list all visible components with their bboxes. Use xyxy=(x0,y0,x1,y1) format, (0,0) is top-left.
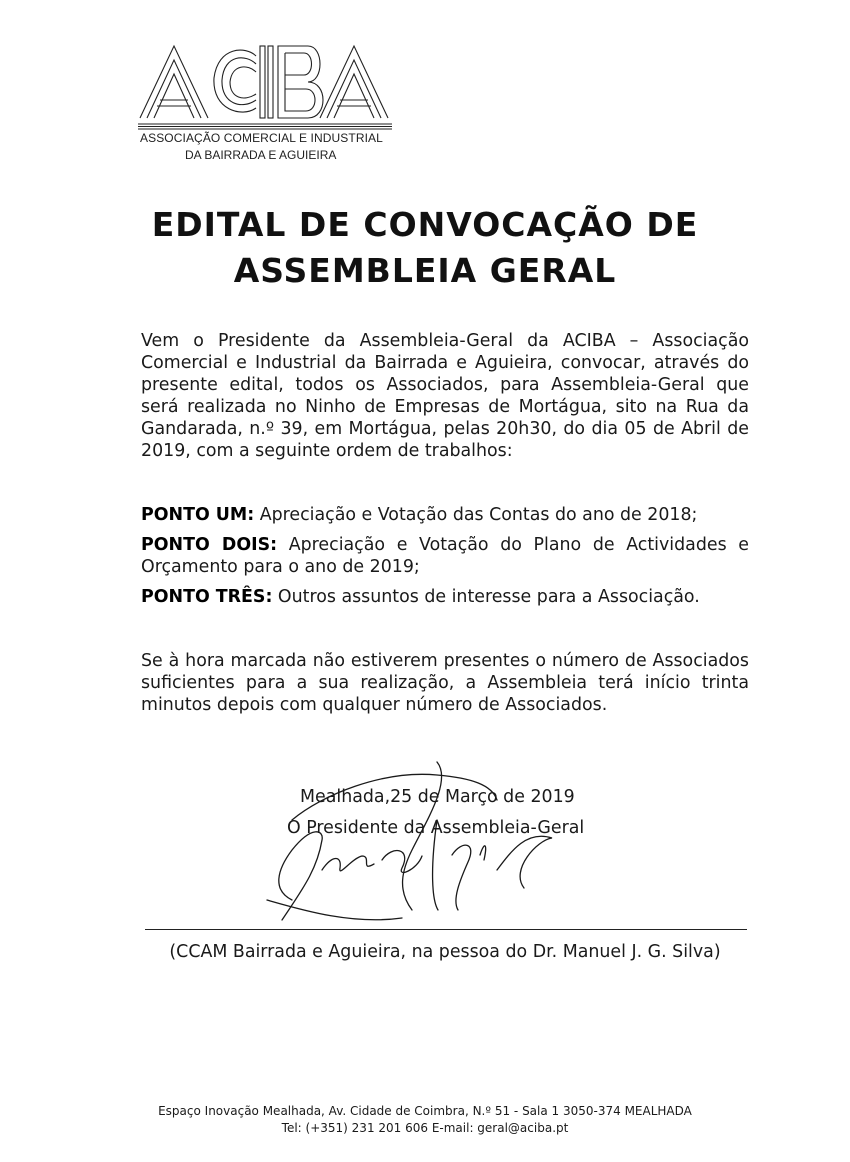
agenda-list xyxy=(141,504,749,616)
aciba-logo xyxy=(138,38,394,168)
signature-line xyxy=(145,929,747,930)
signer-name: (CCAM Bairrada e Aguieira, na pessoa do Dr. Manuel J. G. Silva) xyxy=(169,942,721,962)
aciba-logo-mark xyxy=(138,38,394,130)
agenda-item-label: PONTO DOIS: xyxy=(141,535,278,555)
handwritten-signature xyxy=(262,760,562,930)
title-line2: ASSEMBLEIA GERAL xyxy=(233,251,617,290)
closing-paragraph: Se à hora marcada não estiverem presentes o número de Associados suficientes para a sua realização, a Assembleia terá início trinta minutos depois com qualquer número de Associados. xyxy=(141,651,749,715)
org-name-line1: ASSOCIAÇÃO COMERCIAL E INDUSTRIAL xyxy=(140,131,383,145)
org-name-line2: DA BAIRRADA E AGUIEIRA xyxy=(185,148,337,162)
agenda-item-three xyxy=(141,586,749,608)
intro-paragraph: Vem o Presidente da Assembleia-Geral da ACIBA – Associação Comercial e Industrial da Bairrada e Aguieira, convocar, através do presente edital, todos os Associados, para Assembleia-Geral que será realizada no Ninho de Empresas de Mortágua, sito na Rua da Gandarada, n.º 39, em Mortágua, pelas 20h30, do dia 05 de Abril de 2019, com a seguinte ordem de trabalhos: xyxy=(141,331,749,461)
page-footer xyxy=(100,1103,750,1137)
footer-contacts: Tel: (+351) 231 201 606 E-mail: geral@aciba.pt xyxy=(281,1121,569,1135)
agenda-item-one xyxy=(141,504,749,526)
agenda-item-text: Apreciação e Votação das Contas do ano de 2018; xyxy=(254,505,698,525)
signer-role: O Presidente da Assembleia-Geral xyxy=(287,818,585,838)
footer-address: Espaço Inovação Mealhada, Av. Cidade de Coimbra, N.º 51 - Sala 1 3050-374 MEALHADA xyxy=(158,1104,692,1118)
place-date: Mealhada,25 de Março de 2019 xyxy=(300,787,575,807)
agenda-item-label: PONTO TRÊS: xyxy=(141,587,273,607)
agenda-item-label: PONTO UM: xyxy=(141,505,255,525)
page-title xyxy=(100,202,750,294)
agenda-item-two xyxy=(141,534,749,578)
title-line1: EDITAL DE CONVOCAÇÃO DE xyxy=(151,205,699,244)
agenda-item-text: Outros assuntos de interesse para a Associação. xyxy=(272,587,700,607)
agenda-item-text: Apreciação e Votação do Plano de Actividades e Orçamento para o ano de 2019; xyxy=(141,535,749,577)
